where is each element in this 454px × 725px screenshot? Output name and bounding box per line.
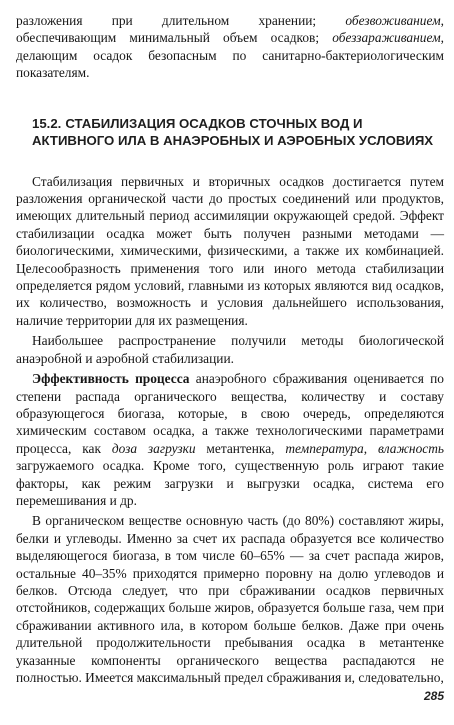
term-temperature: температура [285, 440, 364, 456]
efficiency-text-4: загружаемого осадка. Кроме того, существенную роль играют такие факторы, как режим загрузки и выгрузки осадка, система его перемешивания и др. [16, 458, 444, 508]
term-load-dose: доза загрузки [111, 440, 196, 456]
page-number: 285 [423, 689, 444, 703]
paragraph-methods: Наибольшее распространение получили методы биологической анаэробной и аэробной стабилизации. [16, 333, 444, 366]
efficiency-term: Эффективность процесса [32, 371, 190, 387]
section-title: СТАБИЛИЗАЦИЯ ОСАДКОВ СТОЧНЫХ ВОД И АКТИВНОГО ИЛА В АНАЭРОБНЫХ И АЭРОБНЫХ УСЛОВИЯХ [32, 115, 434, 148]
efficiency-text-1: анаэробного сбраживания оценивается по степени распада органического вещества, количеству и составу образующегося биогаза, которые, в свою очередь, определяются химическим составом осадка, а также технологическими параметрами процесса, как [16, 371, 444, 456]
paragraph-organic-matter: В органическом веществе основную часть (до 80%) составляют жиры, белки и углеводы. Именно за счет их распада образуется все количество выделяющегося биогаза, в том числе 60–65% — за счет распада жиров, остальные 40–35% приходятся примерно поровну на долю углеводов и белков. Отсюда следует, что при сбраживании осадков первичных отстойников, содержащих больше жиров, образуется больше газа, чем при сбраживании активного ила, в котором больше белков. Даже при очень длительной продолжительности пребывания осадка в метантенке указанные компоненты органического вещества распадаются не полностью. Имеется максимальный предел сбраживания и, следовательно, [16, 513, 444, 685]
section-heading [16, 115, 444, 149]
intro-text-3: , делающим осадок безопасным по санитарно-бактериологическим показателям. [16, 30, 444, 81]
intro-text-1: разложения при длительном хранении; [16, 13, 346, 28]
section-number: 15.2. [32, 115, 62, 131]
page-content [16, 12, 444, 686]
intro-term-disinfection: обеззараживанием [332, 30, 441, 46]
efficiency-text-3: , [363, 440, 378, 456]
paragraph-stabilization: Стабилизация первичных и вторичных осадков достигается путем разложения органической части до простых соединений или продуктов, имеющих длительный период ассимиляции окружающей средой. Эффект стабилизации осадка может быть получен разными методами — биологическими, химическими, физическими, а также их комбинацией. Целесообразность применения того или иного метода стабилизации определяется рядом условий, главными из которых являются вид осадков, их количество, возможность и условия дальнейшего использования, наличие территории для их размещения. [16, 173, 444, 328]
term-humidity: влажность [377, 440, 444, 456]
section-body [16, 173, 444, 687]
intro-term-dehydration: обезвоживанием [345, 13, 441, 28]
intro-paragraph [16, 12, 444, 82]
intro-text-2: , обеспечивающим минимальный объем осадков; [16, 13, 444, 46]
efficiency-text-2: метантенка, [195, 440, 286, 456]
paragraph-efficiency [16, 370, 444, 509]
